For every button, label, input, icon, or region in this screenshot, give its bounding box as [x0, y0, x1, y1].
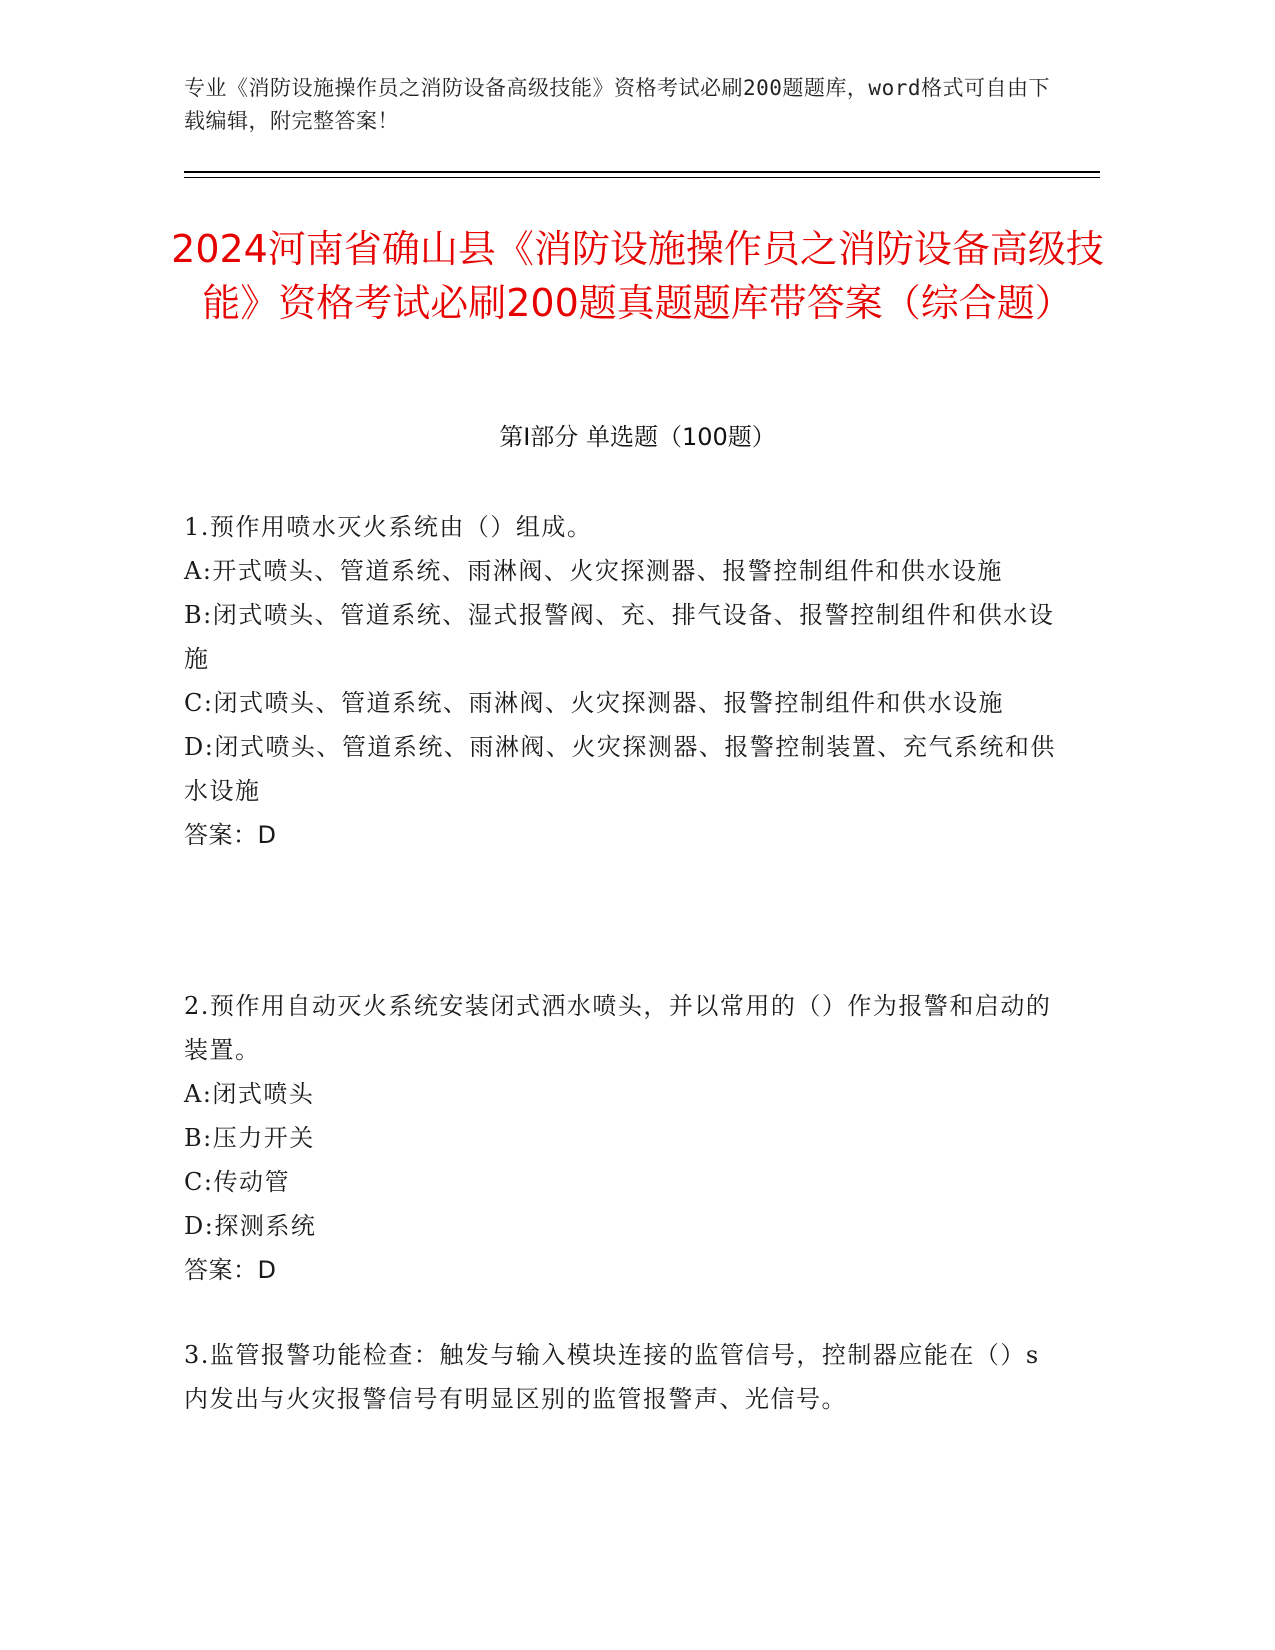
section-heading: 第Ⅰ部分 单选题（100题） [499, 423, 776, 451]
question-block [184, 1333, 1064, 1421]
option-b: B:闭式喷头、管道系统、湿式报警阀、充、排气设备、报警控制组件和供水设施 [184, 601, 1055, 673]
header-divider-thin [184, 177, 1100, 178]
header-divider-thick [184, 171, 1100, 173]
option-a: A:开式喷头、管道系统、雨淋阀、火灾探测器、报警控制组件和供水设施 [184, 557, 1003, 585]
header-note: 专业《消防设施操作员之消防设备高级技能》资格考试必刷200题题库，word格式可自由下载编辑，附完整答案！ [184, 76, 1050, 133]
option-d: D:闭式喷头、管道系统、雨淋阀、火灾探测器、报警控制装置、充气系统和供水设施 [184, 733, 1056, 805]
document-title: 2024河南省确山县《消防设施操作员之消防设备高级技能》资格考试必刷200题真题题库带答案（综合题） [171, 227, 1104, 325]
question-stem: 2.预作用自动灭火系统安装闭式洒水喷头，并以常用的（）作为报警和启动的装置。 [184, 992, 1052, 1064]
option-c: C:闭式喷头、管道系统、雨淋阀、火灾探测器、报警控制组件和供水设施 [184, 689, 1004, 717]
answer-line: 答案：D [184, 1256, 277, 1284]
question-block [184, 505, 1064, 857]
answer-line: 答案：D [184, 821, 277, 849]
option-b: B:压力开关 [184, 1124, 315, 1152]
question-stem: 1.预作用喷水灭火系统由（）组成。 [184, 513, 593, 541]
option-c: C:传动管 [184, 1168, 290, 1196]
option-a: A:闭式喷头 [184, 1080, 315, 1108]
option-d: D:探测系统 [184, 1212, 317, 1240]
question-block [184, 984, 1064, 1292]
question-stem: 3.监管报警功能检查：触发与输入模块连接的监管信号，控制器应能在（）s内发出与火灾报警信号有明显区别的监管报警声、光信号。 [184, 1341, 1040, 1413]
